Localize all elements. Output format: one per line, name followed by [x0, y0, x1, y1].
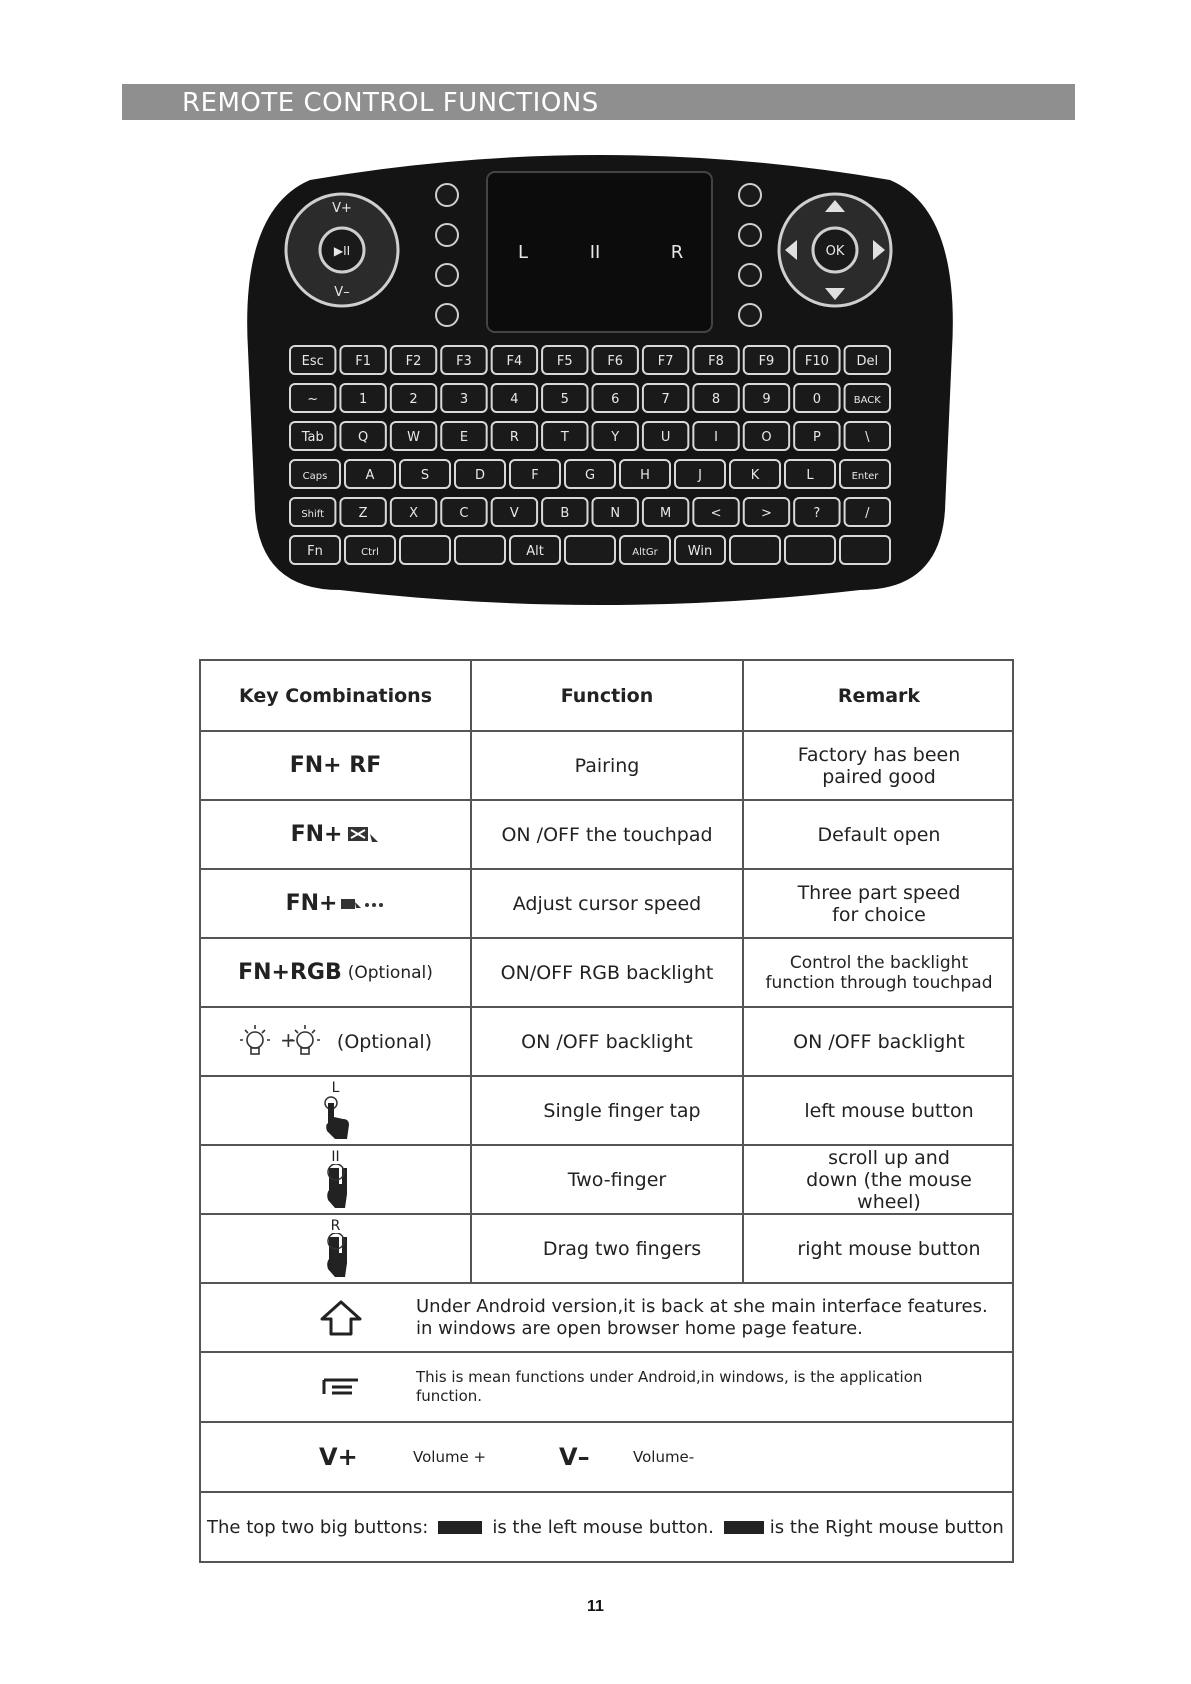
touchpad-l: L: [517, 242, 529, 263]
remark-cell: Three part speed for choice: [797, 881, 961, 926]
keys-cell: [201, 1215, 472, 1282]
table-row: [201, 799, 1012, 868]
key-label: ~: [307, 392, 319, 407]
key: [455, 536, 505, 564]
function-cell: Pairing: [472, 732, 744, 799]
dpad-down-label: V–: [334, 285, 350, 300]
table-header-row: [201, 661, 1012, 730]
key-label: 8: [711, 392, 721, 407]
key-label: G: [584, 468, 596, 483]
key-label: L: [806, 468, 814, 483]
touch-label: II: [331, 1148, 340, 1165]
vminus-label: Volume-: [633, 1448, 695, 1466]
remark-cell: Control the backlight function through touchpad: [765, 952, 993, 993]
function-cell: Drag two fingers: [472, 1215, 744, 1282]
key-label: 0: [812, 392, 822, 407]
keys-text: FN+: [290, 822, 343, 847]
table-row: [201, 1075, 1012, 1144]
key-label: 3: [459, 392, 469, 407]
key-label: M: [660, 506, 672, 521]
key-label: >: [761, 506, 772, 521]
key-label: Del: [856, 354, 879, 369]
key-label: Tab: [301, 430, 324, 445]
key-label: H: [640, 468, 650, 483]
touch-label: R: [330, 1217, 341, 1234]
key-label: 6: [611, 392, 620, 407]
key-label: F1: [355, 354, 371, 369]
vminus-key: V–: [559, 1443, 590, 1471]
key-label: F10: [804, 354, 829, 369]
key-label: T: [560, 430, 569, 445]
remark-cell: Default open: [817, 823, 941, 846]
key-label: Fn: [307, 544, 323, 559]
dpad-up-label: V+: [332, 201, 352, 216]
keys-cell: FN+ RF: [201, 732, 472, 799]
key: [565, 536, 615, 564]
remark-cell: ON /OFF backlight: [793, 1030, 965, 1053]
right-dpad: [779, 194, 891, 306]
two-finger-scroll-icon: [321, 1164, 351, 1210]
function-cell: ON /OFF backlight: [472, 1008, 744, 1075]
key-label: I: [714, 430, 718, 445]
table-row: [201, 1144, 1012, 1213]
key-label: F5: [556, 354, 573, 369]
key-label: 7: [661, 392, 670, 407]
key-label: 2: [409, 392, 418, 407]
remark-cell: scroll up and down (the mouse wheel): [806, 1146, 972, 1213]
key: [730, 536, 780, 564]
key-label: 9: [762, 392, 771, 407]
key-label: F9: [758, 354, 775, 369]
key-label: K: [750, 468, 760, 483]
key-label: F: [531, 468, 539, 483]
section-title: REMOTE CONTROL FUNCTIONS: [182, 88, 599, 118]
function-cell: Two-finger: [472, 1146, 744, 1213]
key: [840, 536, 890, 564]
drag-two-fingers-icon: [321, 1233, 351, 1279]
keyboard-illustration: [240, 150, 960, 620]
key-label: 4: [510, 392, 519, 407]
key-label: P: [812, 430, 821, 445]
keys-cell: [201, 939, 472, 1006]
key-label: A: [365, 468, 375, 483]
remark-cell: left mouse button: [804, 1099, 974, 1122]
key-label: D: [474, 468, 486, 483]
key-label: V: [509, 506, 519, 521]
backlight-bulb-icon: [239, 1022, 329, 1062]
keys-note: (Optional): [336, 1030, 433, 1053]
header-function: Function: [472, 661, 744, 730]
key-label: F2: [405, 354, 422, 369]
volume-row: [201, 1421, 1012, 1491]
key-label: Z: [358, 506, 368, 521]
key-label: C: [459, 506, 469, 521]
key-label: R: [509, 430, 519, 445]
footer-part1: The top two big buttons:: [207, 1516, 429, 1538]
menu-description: This is mean functions under Android,in windows, is the application function.: [416, 1368, 923, 1405]
key-label: J: [698, 468, 702, 483]
left-button-icon: [438, 1521, 482, 1534]
left-dpad: [286, 194, 398, 306]
key-label: Ctrl: [361, 547, 379, 558]
home-row: [201, 1282, 1012, 1351]
function-cell: ON/OFF RGB backlight: [472, 939, 744, 1006]
key-label: W: [407, 430, 420, 445]
keys-cell: [201, 801, 472, 868]
key-label: ?: [813, 506, 821, 521]
function-cell: Adjust cursor speed: [472, 870, 744, 937]
vplus-key: V+: [319, 1443, 358, 1471]
key-label: U: [660, 430, 671, 445]
key-label: F8: [708, 354, 724, 369]
key-label: <: [710, 506, 722, 521]
ok-label: OK: [825, 244, 845, 259]
key-label: Esc: [301, 354, 324, 369]
keys-text: FN+RGB: [238, 960, 342, 985]
table-row: [201, 730, 1012, 799]
header-remark: Remark: [837, 684, 921, 707]
key-label: AltGr: [632, 547, 658, 558]
key-label: O: [761, 430, 772, 445]
key-label: 5: [560, 392, 569, 407]
section-header: [122, 84, 1075, 120]
footer-row: [201, 1491, 1012, 1561]
key-label: Alt: [526, 544, 544, 559]
key-label: X: [409, 506, 418, 521]
key-label: F7: [657, 354, 674, 369]
key-label: Y: [611, 430, 620, 445]
key-label: \: [865, 430, 870, 445]
key-label: Shift: [301, 509, 325, 520]
vplus-label: Volume +: [413, 1448, 487, 1466]
keys-text: FN+: [285, 891, 338, 916]
key-label: S: [420, 468, 430, 483]
key-label: E: [459, 430, 469, 445]
key-label: F6: [607, 354, 624, 369]
svg-text:+: +: [279, 1027, 297, 1052]
dpad-center-label: ▶II: [333, 244, 351, 258]
footer-text: [207, 1493, 1012, 1561]
key-label: 1: [358, 392, 368, 407]
table-row: [201, 1006, 1012, 1075]
menu-row: [201, 1351, 1012, 1421]
cursor-speed-icon: [339, 894, 385, 914]
key-label: N: [610, 506, 621, 521]
touch-label: L: [331, 1079, 340, 1096]
header-key-combinations: Key Combinations: [201, 661, 472, 730]
touchpad-r: R: [670, 242, 684, 263]
single-finger-tap-icon: [321, 1095, 351, 1141]
key-label: Q: [358, 430, 369, 445]
keys-cell: [201, 1008, 472, 1075]
home-description: Under Android version,it is back at she main interface features. in windows are open browser home page feature.: [416, 1295, 988, 1339]
function-table: [199, 659, 1014, 1563]
remark-cell: Factory has been paired good: [797, 743, 961, 788]
menu-icon: [321, 1376, 361, 1398]
key-label: Enter: [851, 471, 879, 482]
table-row: [201, 1213, 1012, 1282]
key-label: B: [560, 506, 570, 521]
key-label: BACK: [853, 395, 881, 406]
table-row: [201, 868, 1012, 937]
table-row: [201, 937, 1012, 1006]
key-label: Caps: [302, 471, 328, 482]
keys-cell: [201, 1146, 472, 1213]
touchpad-ii: II: [589, 242, 601, 263]
footer-part2: is the left mouse button.: [492, 1516, 714, 1538]
keys-cell: [201, 1077, 472, 1144]
function-cell: ON /OFF the touchpad: [472, 801, 744, 868]
page-number: 11: [587, 1598, 604, 1615]
right-button-icon: [724, 1521, 764, 1534]
keys-note: (Optional): [347, 962, 433, 983]
key-label: F3: [456, 354, 472, 369]
touchpad-toggle-icon: [346, 824, 380, 846]
key: [785, 536, 835, 564]
footer-part3: is the Right mouse button: [769, 1516, 1004, 1538]
key-label: F4: [506, 354, 523, 369]
key-label: /: [865, 506, 870, 521]
home-icon: [319, 1299, 363, 1337]
key-label: Win: [687, 544, 713, 559]
function-cell: Single finger tap: [472, 1077, 744, 1144]
key: [400, 536, 450, 564]
remark-cell: right mouse button: [797, 1237, 981, 1260]
keys-cell: [201, 870, 472, 937]
